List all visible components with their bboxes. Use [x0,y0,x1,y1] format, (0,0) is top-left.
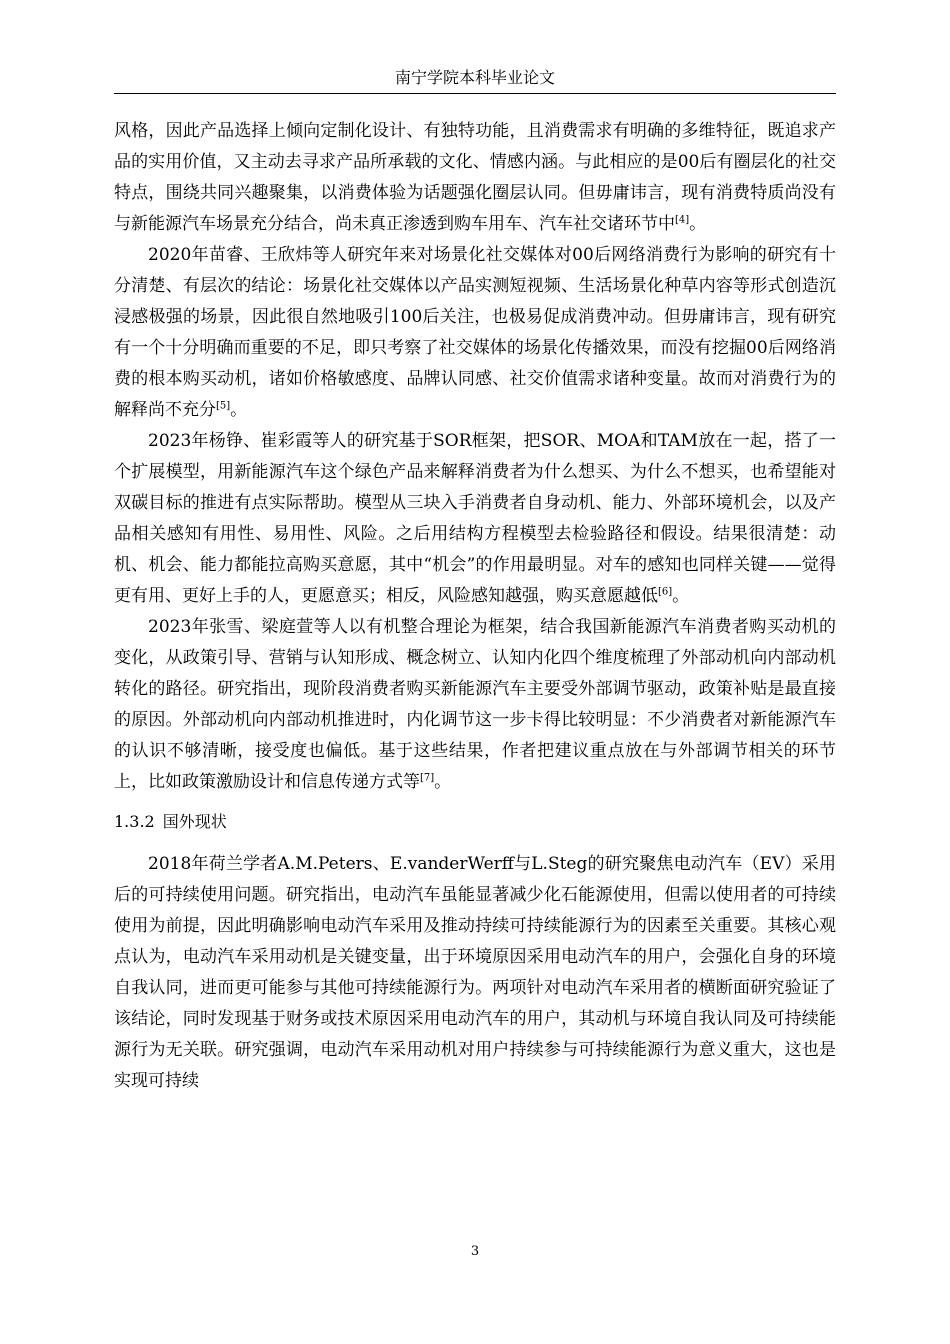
paragraph-continued [114,116,836,240]
paragraph [114,240,836,426]
paragraph-text: 风格，因此产品选择上倾向定制化设计、有独特功能，且消费需求有明确的多维特征，既追求产品的实用价值，又主动去寻求产品所承载的文化、情感内涵。与此相应的是00后有圈层化的社交特点，围绕共同兴趣聚集，以消费体验为话题强化圈层认同。但毋庸讳言，现有消费特质尚没有与新能源汽车场景充分结合，尚未真正渗透到购车用车、汽车社交诸环节中 [114,121,836,234]
paragraph [114,849,836,1097]
running-header: 南宁学院本科毕业论文 [394,68,555,87]
citation: [4] [675,214,690,226]
paragraph [114,612,836,798]
paragraph-end: 。 [434,772,452,792]
citation: [6] [658,586,673,598]
citation: [7] [420,772,435,784]
paragraph-text: 2023年杨铮、崔彩霞等人的研究基于SOR框架，把SOR、MOA和TAM放在一起，搭了一个扩展模型，用新能源汽车这个绿色产品来解释消费者为什么想买、为什么不想买，也希望能对双碳目标的推进有点实际帮助。模型从三块入手消费者自身动机、能力、外部环境机会，以及产品相关感知有用性、易用性、风险。之后用结构方程模型去检验路径和假设。结果很清楚：动机、机会、能力都能拉高购买意愿，其中“机会”的作用最明显。对车的感知也同样关键——觉得更有用、更好上手的人，更愿意买；相反，风险感知越强，购买意愿越低 [114,431,836,606]
section-number: 1.3.2 [114,812,155,831]
header-rule [114,93,836,94]
paragraph-text: 2018年荷兰学者A.M.Peters、E.vanderWerff与L.Steg的研究聚焦电动汽车（EV）采用后的可持续使用问题。研究指出，电动汽车虽能显著减少化石能源使用，但需以使用者的可持续使用为前提，因此明确影响电动汽车采用及推动持续可持续能源行为的因素至关重要。其核心观点认为，电动汽车采用动机是关键变量，出于环境原因采用电动汽车的用户，会强化自身的环境自我认同，进而更可能参与其他可持续能源行为。两项针对电动汽车采用者的横断面研究验证了该结论，同时发现基于财务或技术原因采用电动汽车的用户，其动机与环境自我认同及可持续能源行为无关联。研究强调，电动汽车采用动机对用户持续参与可持续能源行为意义重大，这也是实现可持续 [114,854,836,1091]
paragraph-end: 。 [672,586,690,606]
section-title: 国外现状 [162,812,227,831]
body-text [114,116,836,1097]
paragraph-end: 。 [230,400,248,420]
paragraph-text: 2020年苗睿、王欣炜等人研究年来对场景化社交媒体对00后网络消费行为影响的研究有十分清楚、有层次的结论：场景化社交媒体以产品实测短视频、生活场景化种草内容等形式创造沉浸感极强的场景，因此很自然地吸引100后关注，也极易促成消费冲动。但毋庸讳言，现有研究有一个十分明确而重要的不足，即只考察了社交媒体的场景化传播效果，而没有挖掘00后网络消费的根本购买动机，诸如价格敏感度、品牌认同感、社交价值需求诸种变量。故而对消费行为的解释尚不充分 [114,245,836,420]
page-number: 3 [470,1244,480,1259]
section-heading [114,807,836,837]
paragraph [114,426,836,612]
paragraph-text: 2023年张雪、梁庭萱等人以有机整合理论为框架，结合我国新能源汽车消费者购买动机的变化，从政策引导、营销与认知形成、概念树立、认知内化四个维度梳理了外部动机向内部动机转化的路径。研究指出，现阶段消费者购买新能源汽车主要受外部调节驱动，政策补贴是最直接的原因。外部动机向内部动机推进时，内化调节这一步卡得比较明显：不少消费者对新能源汽车的认识不够清晰，接受度也偏低。基于这些结果，作者把建议重点放在与外部调节相关的环节上，比如政策激励设计和信息传递方式等 [114,617,836,792]
paragraph-end: 。 [689,214,707,234]
citation: [5] [216,400,231,412]
